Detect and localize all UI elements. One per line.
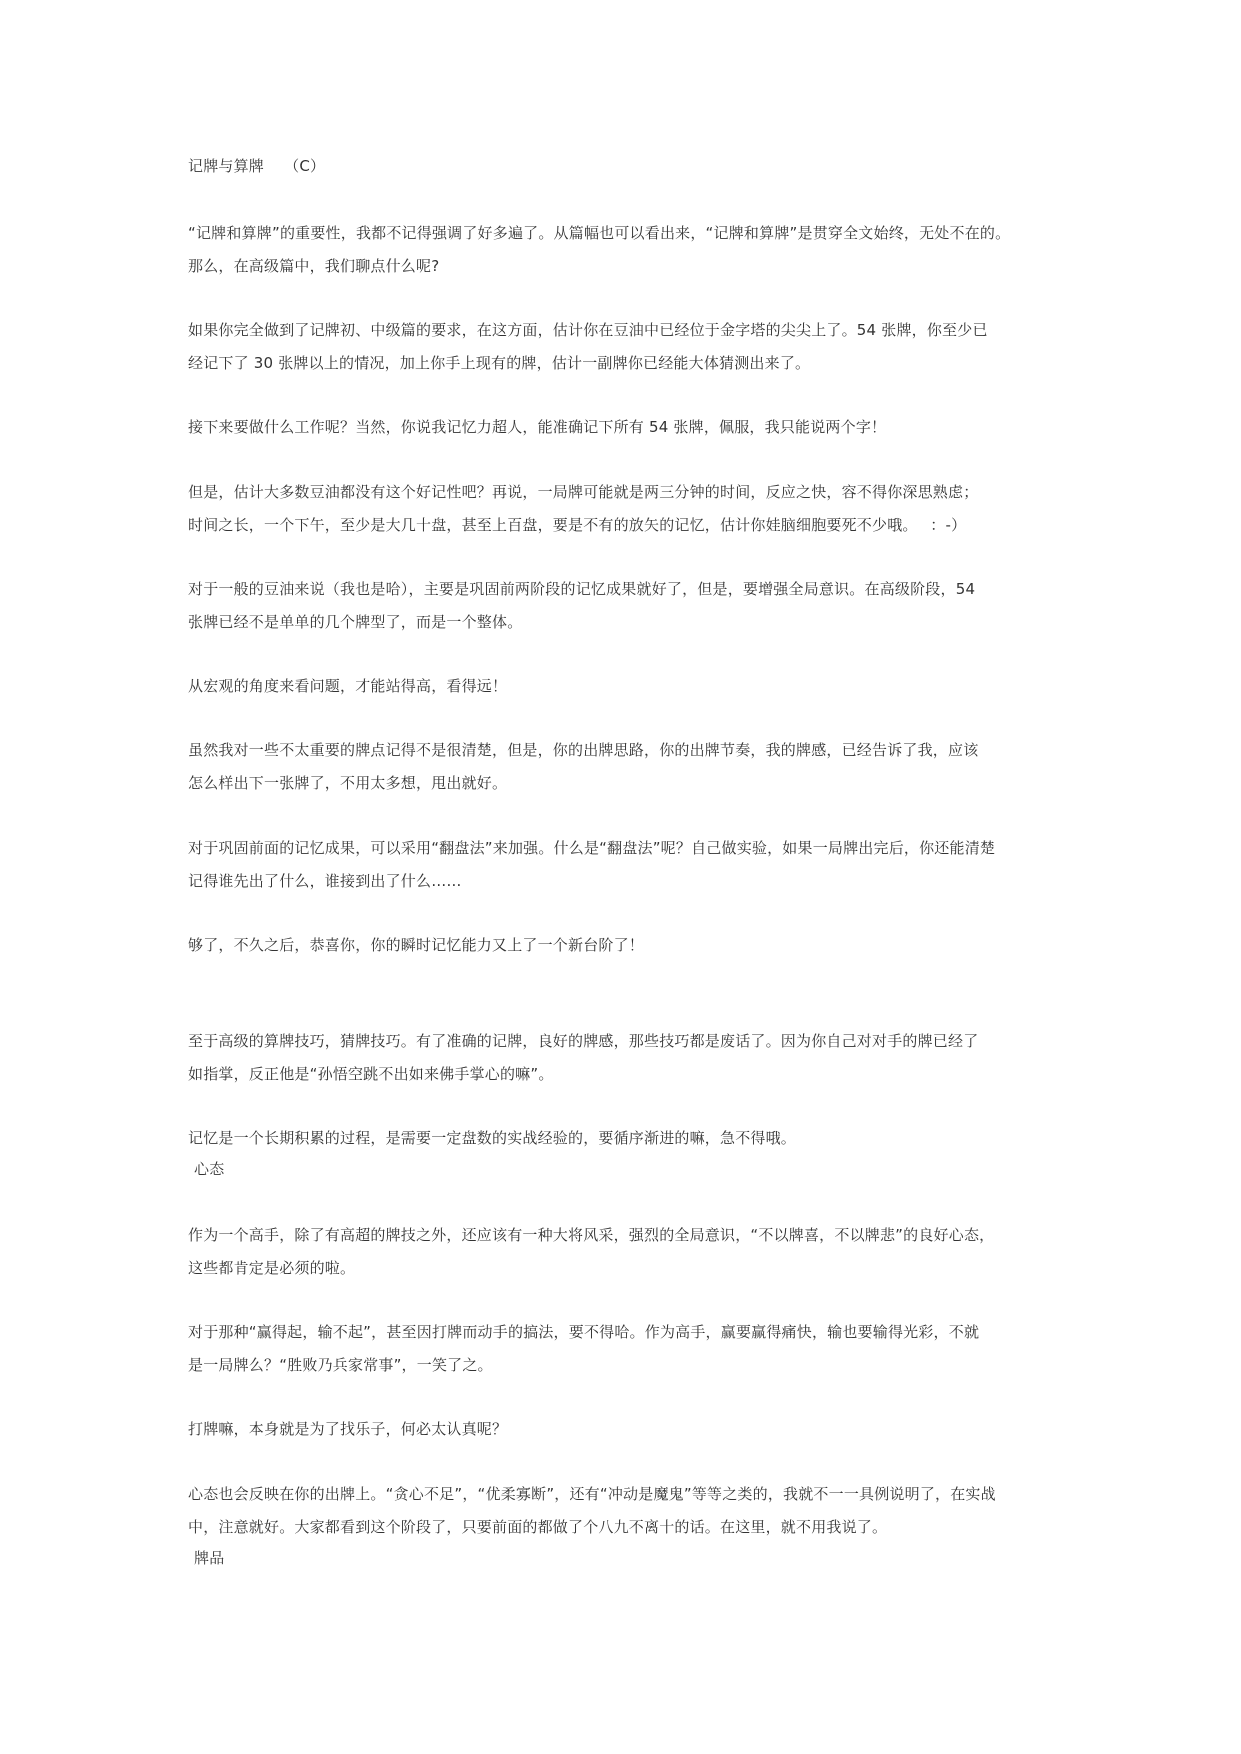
paragraph-line: 怎么样出下一张牌了，不用太多想，甩出就好。 [188,774,508,792]
paragraph-line: 张牌已经不是单单的几个牌型了，而是一个整体。 [188,613,523,631]
paragraph-line: 时间之长，一个下午，至少是大几十盘，甚至上百盘，要是不有的放矢的记忆，估计你娃脑细胞要死不少哦。 ：-） [188,516,967,534]
paragraph-line: 心态也会反映在你的出牌上。“贪心不足”，“优柔寡断”，还有“冲动是魔鬼”等等之类的，我就不一一具例说明了，在实战 [188,1485,996,1503]
section-heading-mindset: 心态 [194,1160,225,1178]
paragraph-line: 如指掌，反正他是“孙悟空跳不出如来佛手掌心的嘛”。 [188,1065,554,1083]
paragraph-line: 记忆是一个长期积累的过程，是需要一定盘数的实战经验的，要循序渐进的嘛，急不得哦。 [188,1129,797,1147]
section-heading-card-manners: 牌品 [194,1549,225,1567]
paragraph-line: 但是，估计大多数豆油都没有这个好记性吧？再说，一局牌可能就是两三分钟的时间，反应之快，容不得你深思熟虑； [188,483,979,501]
paragraph-line: “记牌和算牌”的重要性，我都不记得强调了好多遍了。从篇幅也可以看出来，“记牌和算牌”是贯穿全文始终，无处不在的。 [188,224,1011,242]
paragraph-line: 至于高级的算牌技巧，猜牌技巧。有了准确的记牌，良好的牌感，那些技巧都是废话了。因为你自己对对手的牌已经了 [188,1032,979,1050]
paragraph-line: 经记下了 30 张牌以上的情况，加上你手上现有的牌，估计一副牌你已经能大体猜测出来了。 [188,354,811,372]
paragraph-line: 如果你完全做到了记牌初、中级篇的要求，在这方面，估计你在豆油中已经位于金字塔的尖尖上了。54 张牌，你至少已 [188,321,988,339]
paragraph-line: 接下来要做什么工作呢？当然，你说我记忆力超人，能准确记下所有 54 张牌，佩服，我只能说两个字！ [188,418,887,436]
paragraph-line: 是一局牌么？“胜败乃兵家常事”，一笑了之。 [188,1356,493,1374]
paragraph-line: 这些都肯定是必须的啦。 [188,1259,356,1277]
paragraph-line: 中，注意就好。大家都看到这个阶段了，只要前面的都做了个八九不离十的话。在这里，就不用我说了。 [188,1518,888,1536]
paragraph-line: 对于巩固前面的记忆成果，可以采用“翻盘法”来加强。什么是“翻盘法”呢？自己做实验，如果一局牌出完后，你还能清楚 [188,839,996,857]
paragraph-line: 那么，在高级篇中，我们聊点什么呢? [188,257,440,275]
paragraph-line: 记得谁先出了什么，谁接到出了什么…… [188,872,462,890]
paragraph-line: 从宏观的角度来看问题，才能站得高，看得远！ [188,677,508,695]
paragraph-line: 作为一个高手，除了有高超的牌技之外，还应该有一种大将风采，强烈的全局意识，“不以牌喜，不以牌悲”的良好心态， [188,1226,995,1244]
paragraph-line: 打牌嘛，本身就是为了找乐子，何必太认真呢？ [188,1420,508,1438]
paragraph-line: 够了，不久之后，恭喜你，你的瞬时记忆能力又上了一个新台阶了！ [188,936,645,954]
paragraph-line: 对于一般的豆油来说（我也是哈），主要是巩固前两阶段的记忆成果就好了，但是，要增强全局意识。在高级阶段，54 [188,580,976,598]
paragraph-line: 对于那种“赢得起，输不起”，甚至因打牌而动手的搞法，要不得哈。作为高手，赢要赢得痛快，输也要输得光彩，不就 [188,1323,980,1341]
paragraph-line: 虽然我对一些不太重要的牌点记得不是很清楚，但是，你的出牌思路，你的出牌节奏，我的牌感，已经告诉了我，应该 [188,741,979,759]
document-title: 记牌与算牌 （C） [188,157,326,175]
